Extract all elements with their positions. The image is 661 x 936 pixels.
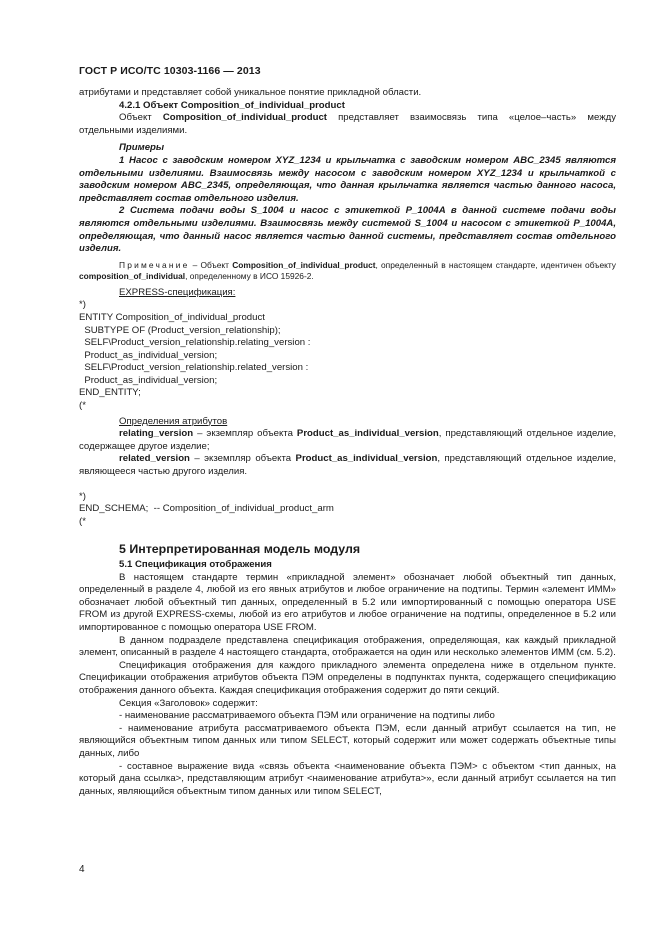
attribute-definition-2 (79, 453, 616, 478)
section-5-1-paragraph-3: Спецификация отображения для каждого прикладного элемента определена ниже в отдельном пункте. Спецификации отображения атрибутов объекта ПЭМ определены в подпунктах пункта, содержащего спецификацию отображения данного объекта. Каждая спецификация отображения содержит до пяти секций. (79, 659, 616, 696)
attribute-name: relating_version (119, 428, 194, 440)
attribute-definition-1 (79, 428, 616, 453)
clause-4-2-1-title: 4.2.1 Объект Composition_of_individual_product (119, 99, 345, 111)
page-content (79, 87, 616, 798)
end-schema-code-block: *) END_SCHEMA; -- Composition_of_individual_product_arm (* (79, 490, 334, 527)
express-label: EXPRESS-спецификация: (119, 286, 236, 298)
attribute-name: related_version (119, 453, 190, 465)
section-5-1-title: 5.1 Спецификация отображения (119, 559, 272, 570)
attribute-definitions-title: Определения атрибутов (119, 415, 228, 427)
example-2: 2 Система подачи воды S_1004 и насос с этикеткой P_1004A в данной системе подачи воды являются отдельными изделиями. Взаимосвязь между системой S_1004 и насосом с этикеткой P_1004A, определяющая, что данный насос является частью данной системы, представляет состав отдельного изделия. (79, 205, 616, 255)
section-5-1-paragraph-2: В данном подразделе представлена спецификация отображения, определяющая, как каждый прикладной элемент, описанный в разделе 4 настоящего стандарта, отображается на один или несколько элементов ИММ (см. 5.2). (79, 634, 616, 659)
section-5-1-paragraph-1: В настоящем стандарте термин «прикладной элемент» обозначает любой объектный тип данных, определенный в разделе 4, любой из его явных атрибутов и любое ограничение на подтипы. Термин «элемент ИММ» обозначает любой объектный тип данных, определенный в 5.2 или импортированный с помощью оператора USE FROM из другой EXPRESS-схемы, любой из его атрибутов и любое ограничение на подтипы, определенное в 5.2 или импортированное с помощью оператора USE FROM. (79, 571, 616, 633)
text-fragment: – экземпляр объекта (189, 453, 296, 465)
note-label: Примечание (119, 259, 190, 270)
example-1: 1 Насос с заводским номером XYZ_1234 и крыльчатка с заводским номером ABC_2345 являются отдельными изделиями. Взаимосвязь между насосом с заводским номером XYZ_1234 и крыльчаткой с заводским номером ABC_2345, определяющая, что данная крыльчатка является частью данного насоса, представляет состав отдельного изделия. (79, 154, 616, 204)
entity-name: Product_as_individual_version (295, 453, 438, 465)
text-fragment: – экземпляр объекта (193, 428, 297, 440)
note-paragraph (79, 260, 616, 282)
document-header: ГОСТ Р ИСО/ТС 10303-1166 — 2013 (79, 65, 261, 77)
text-fragment: представляет взаимосвязь типа «целое–часть» между отдельными изделиями. (79, 112, 617, 136)
page-number: 4 (79, 864, 85, 875)
entity-name: Product_as_individual_version (296, 428, 439, 440)
express-code-block: *) ENTITY Composition_of_individual_product SUBTYPE OF (Product_version_relationship); SELF\Product_version_relationship.relating_version : Product_as_individual_version; SELF\Product_version_relationship.related_version : Product_as_individual_version; END_ENTITY; (* (79, 299, 311, 412)
entity-name: composition_of_individual (79, 270, 186, 281)
text-fragment: , представляющий отдельное изделие, содержащее другое изделие; (79, 428, 617, 452)
intro-line: атрибутами и представляет собой уникальное понятие прикладной области. (79, 87, 422, 98)
entity-name: Composition_of_individual_product (232, 259, 376, 270)
list-item-3: - составное выражение вида «связь объекта <наименование объекта ПЭМ> с объектом <тип данных, на который дана ссылка>, представляющим атрибут <наименование атрибута>», если данный атрибут ссылается на тип данных, являющийся объектным типом данных или типом SELECT, (79, 760, 616, 797)
section-5-1-paragraph-4: Секция «Заголовок» содержит: (119, 697, 258, 709)
clause-4-2-1-paragraph (79, 112, 616, 137)
section-5-title: 5 Интерпретированная модель модуля (119, 542, 361, 557)
text-fragment: , определенному в ИСО 15926-2. (185, 270, 314, 281)
entity-name: Composition_of_individual_product (162, 112, 327, 124)
text-fragment: Объект (119, 112, 163, 124)
text-fragment: , определенный в настоящем стандарте, идентичен объекту (375, 259, 616, 270)
list-item-2: - наименование атрибута рассматриваемого объекта ПЭМ, если данный атрибут ссылается на тип, не являющийся объектным типом данных или типом SELECT, который содержит или может содержать объектные типы данных, либо (79, 722, 616, 759)
list-item-1: - наименование рассматриваемого объекта ПЭМ или ограничение на подтипы либо (119, 710, 495, 722)
text-fragment: , представляющий отдельное изделие, являющееся частью другого изделия. (79, 453, 617, 478)
examples-title: Примеры (119, 142, 165, 154)
text-fragment: – Объект (189, 259, 233, 270)
spacer (79, 479, 616, 491)
